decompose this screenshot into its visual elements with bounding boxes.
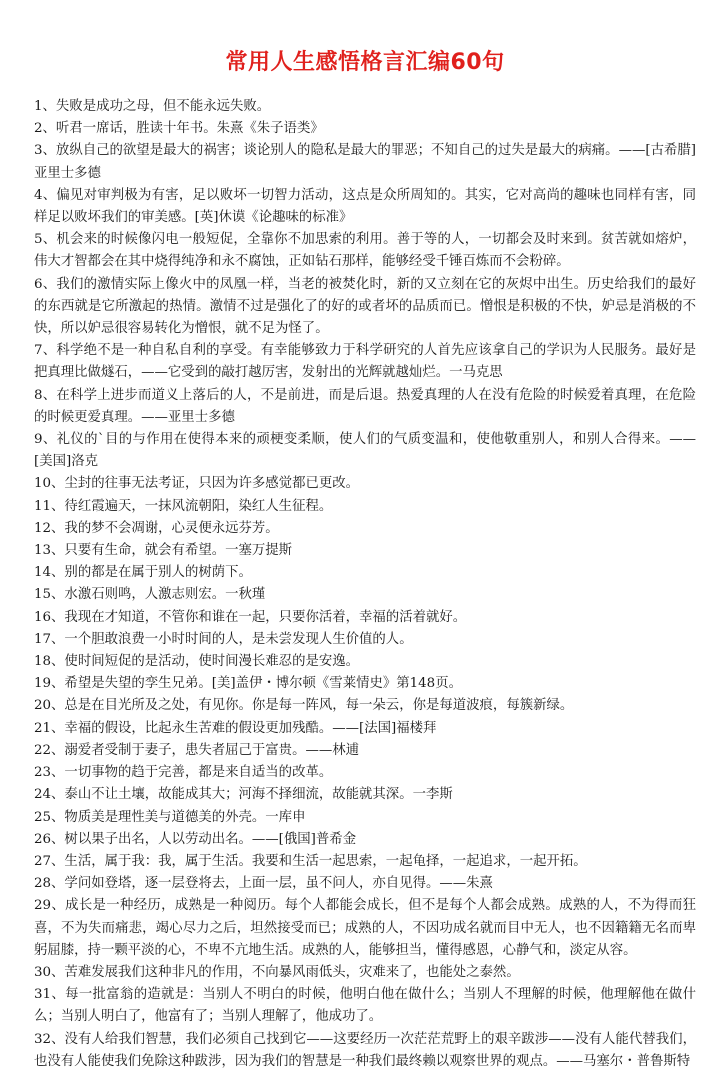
- quote-item: 5、机会来的时候像闪电一般短促，全靠你不加思索的利用。善于等的人，一切都会及时来到。贫苦就如熔炉，伟大才智都会在其中烧得纯净和永不腐蚀，正如钻石那样，能够经受千锤百炼而不会粉碎。: [34, 232, 696, 270]
- quote-item: 21、幸福的假设，比起永生苦难的假设更加残酷。——[法国]福楼拜: [34, 720, 437, 736]
- quote-item: 13、只要有生命，就会有希望。一塞万提斯: [34, 543, 293, 559]
- quote-item: 23、一切事物的趋于完善，都是来自适当的改革。: [34, 765, 333, 781]
- quote-item: 27、生活，属于我：我，属于生活。我要和生活一起思索，一起龟择，一起追求，一起开拓。: [34, 853, 587, 869]
- quote-item: 16、我现在才知道，不管你和谁在一起，只要你活着，幸福的活着就好。: [34, 609, 467, 625]
- quote-item: 15、水激石则鸣，人激志则宏。一秋瑾: [34, 587, 266, 603]
- quote-item: 22、溺爱者受制于妻子，患失者屈己于富贵。——林逋: [34, 742, 360, 758]
- quote-item: 32、没有人给我们智慧，我们必须自己找到它——这要经历一次茫茫荒野上的艰辛跋涉——没有人能代替我们，也没有人能使我们免除这种跋涉，因为我们的智慧是一种我们最终赖以观察世界的观点。——马塞尔・普鲁斯特: [34, 1031, 696, 1069]
- quote-item: 28、学问如登塔，逐一层登将去，上面一层，虽不问人，亦自见得。——朱熹: [34, 876, 493, 892]
- quote-item: 10、尘封的往事无法考证，只因为许多感觉都已更改。: [34, 476, 360, 492]
- quote-item: 2、听君一席话，胜读十年书。朱熹《朱子语类》: [34, 121, 324, 137]
- quote-item: 20、总是在目光所及之处，有见你。你是每一阵风，每一朵云，你是每道波痕，每簇新绿。: [34, 698, 574, 714]
- quote-item: 18、使时间短促的是活动，使时间漫长难忍的是安逸。: [34, 654, 360, 670]
- quote-item: 3、放纵自己的欲望是最大的祸害；谈论别人的隐私是最大的罪恶；不知自己的过失是最大的病痛。——[古希腊]亚里士多德: [34, 143, 696, 181]
- quote-item: 9、礼仪的`目的与作用在使得本来的顽梗变柔顺，使人们的气质变温和，使他敬重别人，和别人合得来。——[美国]洛克: [34, 432, 696, 470]
- quote-item: 19、希望是失望的孪生兄弟。[美]盖伊・博尔顿《雪莱情史》第148页。: [34, 676, 462, 692]
- quote-item: 11、待红霞遍天，一抹风流朝阳，染红人生征程。: [34, 498, 333, 514]
- document-title: 常用人生感悟格言汇编60句: [225, 50, 505, 75]
- quote-item: 4、偏见对审判极为有害，足以败坏一切智力活动，这点是众所周知的。其实，它对高尚的趣味也同样有害，同样足以败坏我们的审美感。[英]休谟《论趣味的标准》: [34, 187, 696, 226]
- quote-item: 26、树以果子出名，人以劳动出名。——[俄国]普希金: [34, 831, 357, 847]
- quote-item: 29、成长是一种经历，成熟是一种阅历。每个人都能会成长，但不是每个人都会成熟。成熟的人，不为得而狂喜，不为失而痛悲，竭心尽力之后，坦然接受而已；成熟的人，不因功成名就而目中无人，也不因籍籍无名而卑躬屈膝，持一颗平淡的心，不卑不亢地生活。成熟的人，能够担当，懂得感恩，心静气和，淡定从容。: [34, 898, 696, 958]
- quote-item: 14、别的都是在属于别人的树荫下。: [34, 565, 252, 581]
- quote-list: [34, 96, 696, 1073]
- quote-item: 6、我们的激情实际上像火中的凤凰一样，当老的被焚化时，新的又立刻在它的灰烬中出生。历史给我们的最好的东西就是它所激起的热情。激情不过是强化了的好的或者坏的品质而已。憎恨是积极的不快，妒忌是消极的不快，所以妒忌很容易转化为憎恨，就不足为怪了。: [34, 276, 696, 337]
- quote-item: 24、泰山不让土壤，故能成其大；河海不择细流，故能就其深。一李斯: [34, 787, 453, 803]
- quote-item: 12、我的梦不会凋谢，心灵便永远芬芳。: [34, 520, 279, 536]
- quote-item: 1、失败是成功之母，但不能永远失败。: [34, 99, 271, 114]
- quote-item: 25、物质美是理性美与道德美的外壳。一库申: [34, 809, 306, 825]
- quote-item: 8、在科学上进步而道义上落后的人，不是前进，而是后退。热爱真理的人在没有危险的时候爱着真理，在危险的时候更爱真理。——亚里士多德: [34, 387, 696, 425]
- quote-item: 31、每一批富翁的造就是：当别人不明白的时候，他明白他在做什么；当别人不理解的时候，他理解他在做什么；当别人明白了，他富有了；当别人理解了，他成功了。: [34, 987, 696, 1025]
- quote-item: 30、苦难发展我们这种非凡的作用，不向暴风雨低头，灾难来了，也能处之泰然。: [34, 964, 520, 980]
- quote-item: 17、一个胆敢浪费一小时时间的人，是未尝发现人生价值的人。: [34, 631, 413, 647]
- quote-item: 7、科学绝不是一种自私自利的享受。有幸能够致力于科学研究的人首先应该拿自己的学识为人民服务。最好是把真理比做燧石，——它受到的敲打越厉害，发射出的光辉就越灿烂。一马克思: [34, 343, 696, 381]
